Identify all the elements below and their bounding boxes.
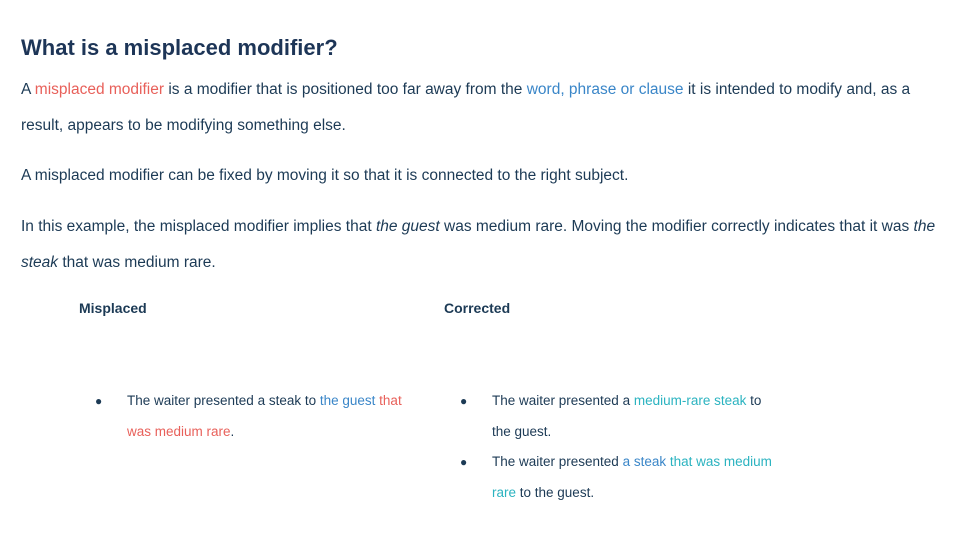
definition-text-3: it is intended to modify and, as a result, appears to be modifying something else. [21,81,911,134]
misplaced-modifier-phrase: that was medium rare [127,393,402,439]
sentence-part: . [230,423,235,439]
target-phrase: a steak [622,454,667,469]
example-text-2: was medium rare. Moving the modifier correctly indicates that it was [439,218,914,235]
sentence-part: The waiter presented a steak to [127,393,320,408]
misplaced-list [95,386,425,447]
example-text-1: In this example, the misplaced modifier implies that [21,218,376,235]
list-item [460,447,782,508]
bullet-icon: ● [95,394,103,408]
definition-text-2: is a modifier that is positioned too far away from the [164,81,527,98]
definition-text-1: A [21,81,35,98]
corrected-modifier-phrase: that was medium rare [492,454,772,500]
bullet-icon: ● [460,455,468,469]
example-emphasis-steak: the steak [21,218,936,271]
corrected-heading: Corrected [444,300,511,316]
sentence-part: to the guest. [516,484,595,500]
example-text-3: that was medium rare. [58,254,216,271]
corrected-list [460,386,790,508]
word-phrase-clause-term: word, phrase or clause [526,81,684,98]
sentence-part: to the guest. [492,393,762,439]
misplaced-heading: Misplaced [79,300,147,316]
definition-paragraph [21,72,946,144]
corrected-modifier-phrase: medium-rare steak [633,393,747,408]
list-item [95,386,425,447]
fix-paragraph: A misplaced modifier can be fixed by moving it so that it is connected to the right subject. [21,167,629,184]
sentence-part: The waiter presented [492,454,623,469]
list-item [460,386,782,447]
example-paragraph [21,209,946,281]
example-emphasis-guest: the guest [375,218,440,235]
page-title: What is a misplaced modifier? [21,35,338,60]
target-phrase: the guest [319,393,376,408]
bullet-icon: ● [460,394,468,408]
misplaced-modifier-term: misplaced modifier [34,81,165,98]
sentence-part: The waiter presented a [492,393,634,408]
